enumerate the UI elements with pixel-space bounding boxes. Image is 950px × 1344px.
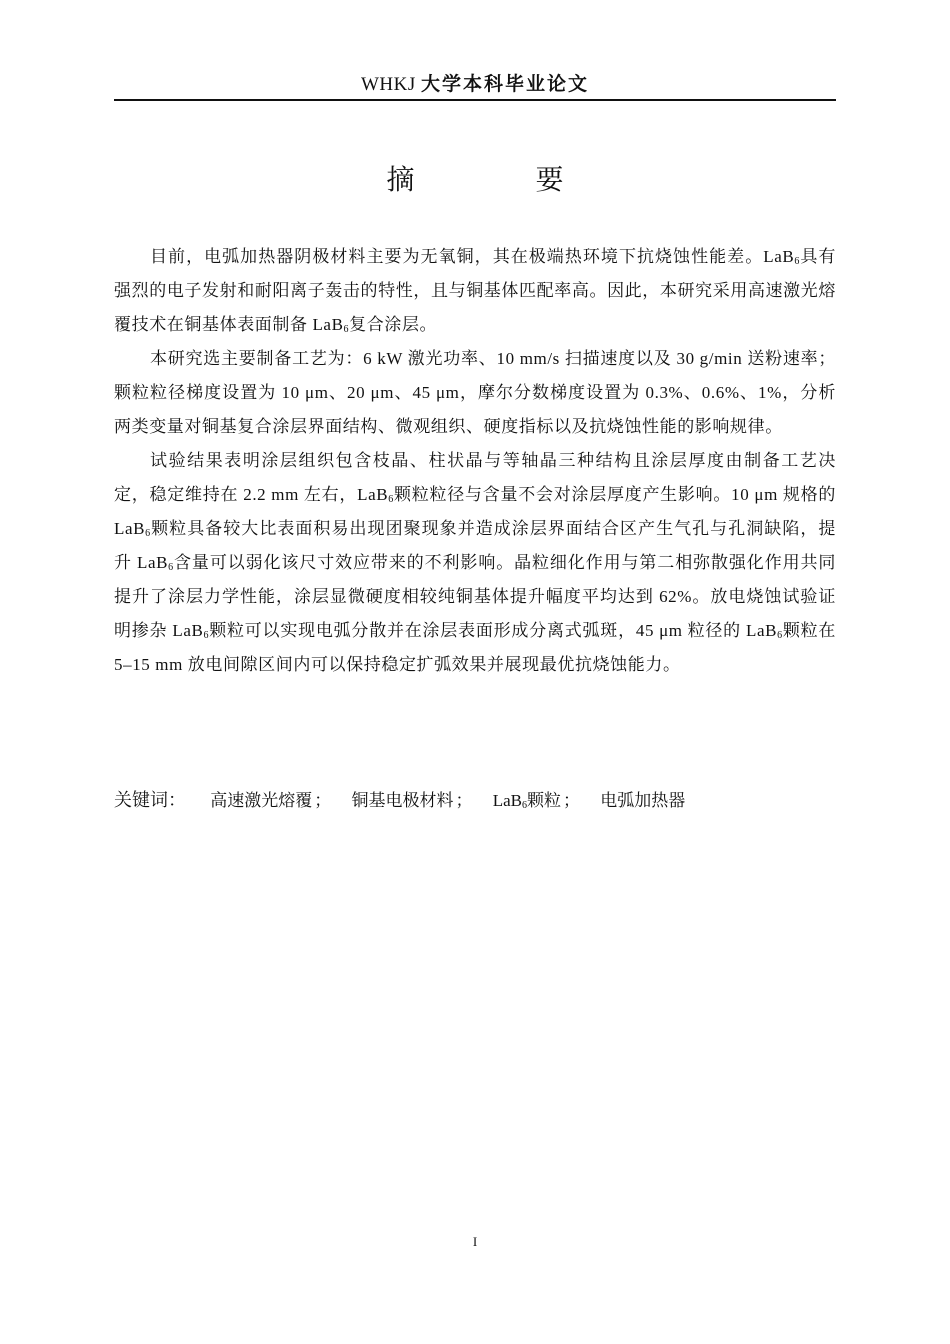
subscript: 6 xyxy=(168,562,174,573)
subscript: 6 xyxy=(794,256,800,267)
keyword-item xyxy=(210,791,312,810)
header-chinese-text: 大学本科毕业论文 xyxy=(421,73,590,95)
keyword-item xyxy=(600,791,685,810)
subscript: 6 xyxy=(388,494,394,505)
abstract-paragraph xyxy=(114,342,836,444)
keyword-text: LaB xyxy=(492,791,523,810)
paragraph-text: 含量可以弱化该尺寸效应带来的不利影响。晶粒细化作用与第二相弥散强化作用共同提升了涂层力学性能，涂层显微硬度相较纯铜基体提升幅度平均达到 62%。放电烧蚀试验证明掺杂 LaB xyxy=(114,553,836,640)
abstract-body xyxy=(114,240,836,682)
abstract-paragraph xyxy=(114,240,836,342)
keywords-line xyxy=(114,786,836,816)
keyword-separator: ； xyxy=(314,791,332,810)
keyword-text: 高速激光熔覆 xyxy=(210,791,313,810)
paragraph-text: 目前，电弧加热器阴极材料主要为无氧铜，其在极端热环境下抗烧蚀性能差。LaB xyxy=(150,247,795,266)
keywords-label: 关键词： xyxy=(114,790,186,811)
paragraph-text: 具有强烈的电子发射和耐阳离子轰击的特性，且与铜基体匹配率高。因此，本研究采用高速激光熔覆技术在铜基体表面制备 LaB xyxy=(114,247,836,334)
paragraph-text: 试验结果表明涂层组织包含枝晶、柱状晶与等轴晶三种结构且涂层厚度由制备工艺决定，稳定维持在 2.2 mm 左右，LaB xyxy=(114,451,836,504)
subscript: 6 xyxy=(522,800,528,811)
subscript: 6 xyxy=(203,630,210,641)
keyword-text: 颗粒 xyxy=(527,791,562,810)
keyword-item xyxy=(493,791,561,810)
paragraph-text: 颗粒可以实现电弧分散并在涂层表面形成分离式弧斑，45 μm 粒径的 LaB xyxy=(209,621,778,640)
keyword-text: 电弧加热器 xyxy=(600,791,686,810)
abstract-title: 摘 要 xyxy=(386,163,620,196)
paragraph-text: 颗粒粒径与含量不会对涂层厚度产生影响。10 μm 规格的 LaB xyxy=(114,485,836,538)
subscript: 6 xyxy=(145,528,151,539)
keyword-item xyxy=(352,791,454,810)
subscript: 6 xyxy=(777,630,783,641)
header-rule xyxy=(114,99,836,101)
header-latin-text: WHKJ xyxy=(360,74,416,95)
keyword-text: 铜基电极材料 xyxy=(351,791,454,810)
running-header xyxy=(114,70,836,98)
keyword-separator: ； xyxy=(455,791,473,810)
paragraph-text: 本研究选主要制备工艺为：6 kW 激光功率、10 mm/s 扫描速度以及 30 g/min 送粉速率；颗粒粒径梯度设置为 10 μm、20 μm、45 μm，摩尔分数梯度设置为 0.3%、0.6%、1%，分析两类变量对铜基复合涂层界面结构、微观组织、硬度指标以及抗烧蚀性能的影响规律。 xyxy=(114,349,836,436)
abstract-paragraph xyxy=(114,444,836,682)
subscript: 6 xyxy=(343,324,350,335)
page-number: I xyxy=(472,1234,478,1249)
paragraph-text: 颗粒在 5–15 mm 放电间隙区间内可以保持稳定扩弧效果并展现最优抗烧蚀能力。 xyxy=(114,621,836,674)
keyword-separator: ； xyxy=(563,791,581,810)
paragraph-text: 复合涂层。 xyxy=(349,315,438,334)
paragraph-text: 颗粒具备较大比表面积易出现团聚现象并造成涂层界面结合区产生气孔与孔洞缺陷，提升 LaB xyxy=(114,519,836,572)
